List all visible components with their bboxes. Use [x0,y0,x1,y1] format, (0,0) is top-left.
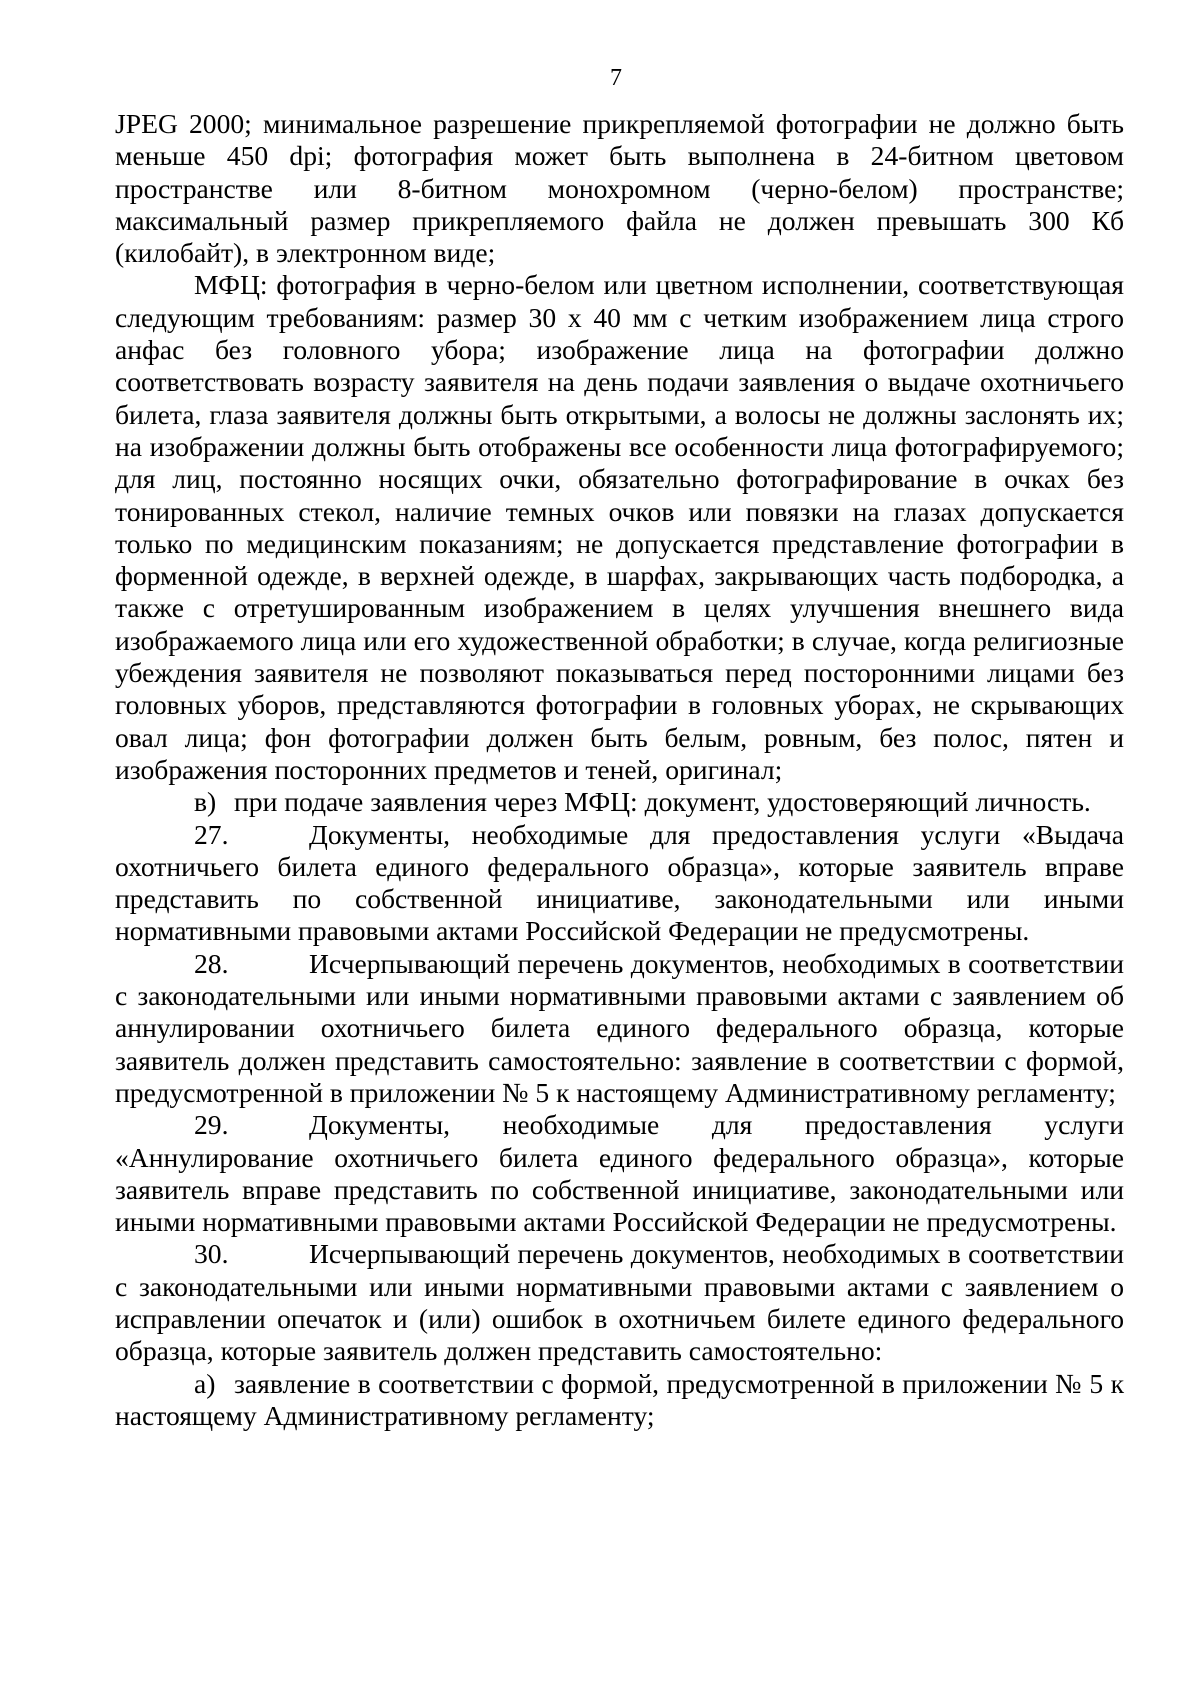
document-body [115,108,1124,1432]
clause-27 [115,819,1124,948]
list-item-text: заявление в соответствии с формой, предусмотренной в приложении № 5 к настоящему Административному регламенту; [115,1367,1124,1431]
list-item-a [115,1368,1124,1433]
list-item-text: при подаче заявления через МФЦ: документ, удостоверяющий личность. [234,786,1091,818]
clause-28 [115,948,1124,1109]
page-number: 7 [610,65,622,91]
clause-number: 30. [194,1238,229,1270]
paragraph-photo-requirements-end: JPEG 2000; минимальное разрешение прикрепляемой фотографии не должно быть меньше 450 dpi; фотография может быть выполнена в 24-битном цветовом пространстве или 8-битном монохромном (черно-белом) пространстве; максимальный размер прикрепляемого файла не должен превышать 300 Кб (килобайт), в электронном виде; [115,108,1124,269]
clause-text: Исчерпывающий перечень документов, необходимых в соответствии с законодательными или иными нормативными правовыми актами с заявлением о исправлении опечаток и (или) ошибок в охотничьем билете единого федерального образца, которые заявитель должен представить самостоятельно: [115,1238,1124,1367]
clause-number: 28. [194,947,229,979]
clause-text: Документы, необходимые для предоставления услуги «Аннулирование охотничьего билета единого федерального образца», которые заявитель вправе представить по собственной инициативе, законодательными или иными нормативными правовыми актами Российской Федерации не предусмотрены. [115,1109,1124,1238]
clause-30 [115,1238,1124,1367]
list-item-label: в) [194,786,217,818]
clause-number: 27. [194,818,229,850]
clause-number: 29. [194,1109,229,1141]
list-item-label: а) [194,1367,216,1399]
clause-text: Документы, необходимые для предоставления услуги «Выдача охотничьего билета единого федерального образца», которые заявитель вправе представить по собственной инициативе, законодательными или иными нормативными правовыми актами Российской Федерации не предусмотрены. [115,818,1124,947]
clause-text: Исчерпывающий перечень документов, необходимых в соответствии с законодательными или иными нормативными правовыми актами с заявлением об аннулировании охотничьего билета единого федерального образца, которые заявитель должен представить самостоятельно: заявление в соответствии с формой, предусмотренной в приложении № 5 к настоящему Административному регламенту; [115,947,1124,1108]
list-item-v [115,786,1124,818]
paragraph-mfc-photo-requirements: МФЦ: фотография в черно-белом или цветном исполнении, соответствующая следующим требованиям: размер 30 х 40 мм с четким изображением лица строго анфас без головного убора; изображение лица на фотографии должно соответствовать возрасту заявителя на день подачи заявления о выдаче охотничьего билета, глаза заявителя должны быть открытыми, а волосы не должны заслонять их; на изображении должны быть отображены все особенности лица фотографируемого; для лиц, постоянно носящих очки, обязательно фотографирование в очках без тонированных стекол, наличие темных очков или повязки на глазах допускается только по медицинским показаниям; не допускается представление фотографии в форменной одежде, в верхней одежде, в шарфах, закрывающих часть подбородка, а также с отретушированным изображением в целях улучшения внешнего вида изображаемого лица или его художественной обработки; в случае, когда религиозные убеждения заявителя не позволяют показываться перед посторонними лицами без головных уборов, представляются фотографии в головных уборах, не скрывающих овал лица; фон фотографии должен быть белым, ровным, без полос, пятен и изображения посторонних предметов и теней, оригинал; [115,269,1124,785]
clause-29 [115,1109,1124,1238]
